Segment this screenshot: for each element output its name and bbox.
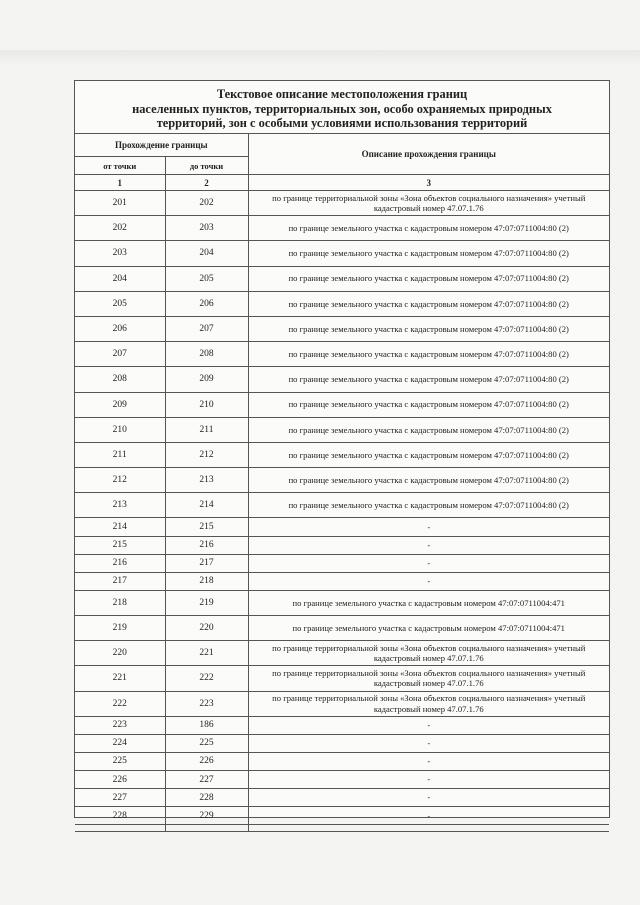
from-point-cell: 206 bbox=[75, 316, 165, 341]
to-point-cell: 226 bbox=[165, 752, 248, 770]
from-point-cell: 228 bbox=[75, 807, 165, 825]
description-cell: по границе земельного участка с кадастровым номером 47:07:0711004:80 (2) bbox=[248, 316, 609, 341]
to-point-cell: 215 bbox=[165, 518, 248, 536]
from-point-cell: 208 bbox=[75, 367, 165, 392]
to-point-cell: 186 bbox=[165, 716, 248, 734]
to-point-cell: 209 bbox=[165, 367, 248, 392]
to-point-cell: 218 bbox=[165, 572, 248, 590]
table-row bbox=[75, 316, 609, 341]
table-row bbox=[75, 616, 609, 641]
description-cell: по границе земельного участка с кадастровым номером 47:07:0711004:80 (2) bbox=[248, 342, 609, 367]
to-point-cell: 202 bbox=[165, 191, 248, 216]
to-point-cell: 211 bbox=[165, 417, 248, 442]
table-row bbox=[75, 641, 609, 666]
description-cell: по границе территориальной зоны «Зона объектов социального назначения» учетный кадастровый номер 47.07.1.76 bbox=[248, 641, 609, 666]
to-point-cell: 220 bbox=[165, 616, 248, 641]
header-col-2: 2 bbox=[165, 175, 248, 191]
description-cell: по границе земельного участка с кадастровым номером 47:07:0711004:80 (2) bbox=[248, 291, 609, 316]
description-cell: - bbox=[248, 536, 609, 554]
from-point-cell: 216 bbox=[75, 554, 165, 572]
table-row bbox=[75, 771, 609, 789]
title-line-2: населенных пунктов, территориальных зон, особо охраняемых природных bbox=[132, 101, 552, 116]
scan-shadow bbox=[0, 50, 640, 66]
description-cell: по границе территориальной зоны «Зона объектов социального назначения» учетный кадастровый номер 47.07.1.76 bbox=[248, 191, 609, 216]
from-point-cell: 205 bbox=[75, 291, 165, 316]
to-point-cell: 210 bbox=[165, 392, 248, 417]
from-point-cell: 201 bbox=[75, 191, 165, 216]
from-point-cell: 220 bbox=[75, 641, 165, 666]
document-frame bbox=[74, 80, 610, 821]
table-row bbox=[75, 417, 609, 442]
from-point-cell: 214 bbox=[75, 518, 165, 536]
table-row bbox=[75, 554, 609, 572]
from-point-cell: 221 bbox=[75, 666, 165, 691]
to-point-cell: 229 bbox=[165, 807, 248, 825]
to-point-cell: 213 bbox=[165, 468, 248, 493]
to-point-cell: 216 bbox=[165, 536, 248, 554]
to-point-cell: 225 bbox=[165, 734, 248, 752]
description-cell: по границе земельного участка с кадастровым номером 47:07:0711004:80 (2) bbox=[248, 417, 609, 442]
to-point-cell: 227 bbox=[165, 771, 248, 789]
to-point-cell: 221 bbox=[165, 641, 248, 666]
header-col-3: 3 bbox=[248, 175, 609, 191]
description-cell: по границе земельного участка с кадастровым номером 47:07:0711004:80 (2) bbox=[248, 493, 609, 518]
to-point-cell: 222 bbox=[165, 666, 248, 691]
table-row bbox=[75, 291, 609, 316]
description-cell: по границе земельного участка с кадастровым номером 47:07:0711004:80 (2) bbox=[248, 266, 609, 291]
header-to: до точки bbox=[165, 157, 248, 175]
boundary-table bbox=[75, 134, 609, 832]
description-cell: - bbox=[248, 734, 609, 752]
description-cell: - bbox=[248, 771, 609, 789]
table-row bbox=[75, 734, 609, 752]
header-from: от точки bbox=[75, 157, 165, 175]
table-row bbox=[75, 468, 609, 493]
tail-cell bbox=[75, 825, 165, 832]
description-cell: по границе земельного участка с кадастровым номером 47:07:0711004:80 (2) bbox=[248, 367, 609, 392]
document-title bbox=[75, 81, 609, 134]
table-row bbox=[75, 342, 609, 367]
to-point-cell: 214 bbox=[165, 493, 248, 518]
from-point-cell: 215 bbox=[75, 536, 165, 554]
from-point-cell: 218 bbox=[75, 590, 165, 615]
table-row bbox=[75, 392, 609, 417]
table-row bbox=[75, 807, 609, 825]
to-point-cell: 207 bbox=[165, 316, 248, 341]
to-point-cell: 223 bbox=[165, 691, 248, 716]
description-cell: по границе территориальной зоны «Зона объектов социального назначения» учетный кадастровый номер 47.07.1.76 bbox=[248, 666, 609, 691]
from-point-cell: 224 bbox=[75, 734, 165, 752]
to-point-cell: 204 bbox=[165, 241, 248, 266]
table-row bbox=[75, 572, 609, 590]
description-cell: по границе земельного участка с кадастровым номером 47:07:0711004:80 (2) bbox=[248, 241, 609, 266]
from-point-cell: 212 bbox=[75, 468, 165, 493]
from-point-cell: 222 bbox=[75, 691, 165, 716]
table-row bbox=[75, 752, 609, 770]
from-point-cell: 219 bbox=[75, 616, 165, 641]
description-cell: - bbox=[248, 716, 609, 734]
table-tail-row bbox=[75, 825, 609, 832]
table-row bbox=[75, 789, 609, 807]
table-row bbox=[75, 191, 609, 216]
description-cell: по границе земельного участка с кадастровым номером 47:07:0711004:471 bbox=[248, 616, 609, 641]
description-cell: - bbox=[248, 572, 609, 590]
from-point-cell: 210 bbox=[75, 417, 165, 442]
description-cell: - bbox=[248, 554, 609, 572]
from-point-cell: 209 bbox=[75, 392, 165, 417]
tail-cell bbox=[165, 825, 248, 832]
table-row bbox=[75, 716, 609, 734]
description-cell: по границе земельного участка с кадастровым номером 47:07:0711004:80 (2) bbox=[248, 442, 609, 467]
to-point-cell: 205 bbox=[165, 266, 248, 291]
description-cell: по границе земельного участка с кадастровым номером 47:07:0711004:80 (2) bbox=[248, 392, 609, 417]
table-row bbox=[75, 241, 609, 266]
from-point-cell: 203 bbox=[75, 241, 165, 266]
from-point-cell: 227 bbox=[75, 789, 165, 807]
from-point-cell: 211 bbox=[75, 442, 165, 467]
table-row bbox=[75, 590, 609, 615]
from-point-cell: 204 bbox=[75, 266, 165, 291]
description-cell: по границе земельного участка с кадастровым номером 47:07:0711004:471 bbox=[248, 590, 609, 615]
description-cell: по границе территориальной зоны «Зона объектов социального назначения» учетный кадастровый номер 47.07.1.76 bbox=[248, 691, 609, 716]
description-cell: - bbox=[248, 752, 609, 770]
to-point-cell: 203 bbox=[165, 216, 248, 241]
description-cell: - bbox=[248, 518, 609, 536]
title-line-3: территорий, зон с особыми условиями использования территорий bbox=[156, 116, 528, 130]
table-row bbox=[75, 536, 609, 554]
tail-cell bbox=[248, 825, 609, 832]
table-row bbox=[75, 493, 609, 518]
table-row bbox=[75, 216, 609, 241]
to-point-cell: 208 bbox=[165, 342, 248, 367]
header-passage: Прохождение границы bbox=[75, 134, 248, 157]
to-point-cell: 206 bbox=[165, 291, 248, 316]
table-row bbox=[75, 691, 609, 716]
from-point-cell: 202 bbox=[75, 216, 165, 241]
from-point-cell: 217 bbox=[75, 572, 165, 590]
title-line-1: Текстовое описание местоположения границ bbox=[216, 87, 468, 101]
description-cell: по границе земельного участка с кадастровым номером 47:07:0711004:80 (2) bbox=[248, 468, 609, 493]
table-row bbox=[75, 666, 609, 691]
table-row bbox=[75, 442, 609, 467]
table-row bbox=[75, 266, 609, 291]
description-cell: по границе земельного участка с кадастровым номером 47:07:0711004:80 (2) bbox=[248, 216, 609, 241]
from-point-cell: 223 bbox=[75, 716, 165, 734]
to-point-cell: 228 bbox=[165, 789, 248, 807]
to-point-cell: 212 bbox=[165, 442, 248, 467]
from-point-cell: 225 bbox=[75, 752, 165, 770]
table-row bbox=[75, 367, 609, 392]
from-point-cell: 207 bbox=[75, 342, 165, 367]
header-description: Описание прохождения границы bbox=[248, 134, 609, 175]
to-point-cell: 219 bbox=[165, 590, 248, 615]
from-point-cell: 213 bbox=[75, 493, 165, 518]
description-cell: - bbox=[248, 807, 609, 825]
table-row bbox=[75, 518, 609, 536]
from-point-cell: 226 bbox=[75, 771, 165, 789]
to-point-cell: 217 bbox=[165, 554, 248, 572]
description-cell: - bbox=[248, 789, 609, 807]
header-col-1: 1 bbox=[75, 175, 165, 191]
